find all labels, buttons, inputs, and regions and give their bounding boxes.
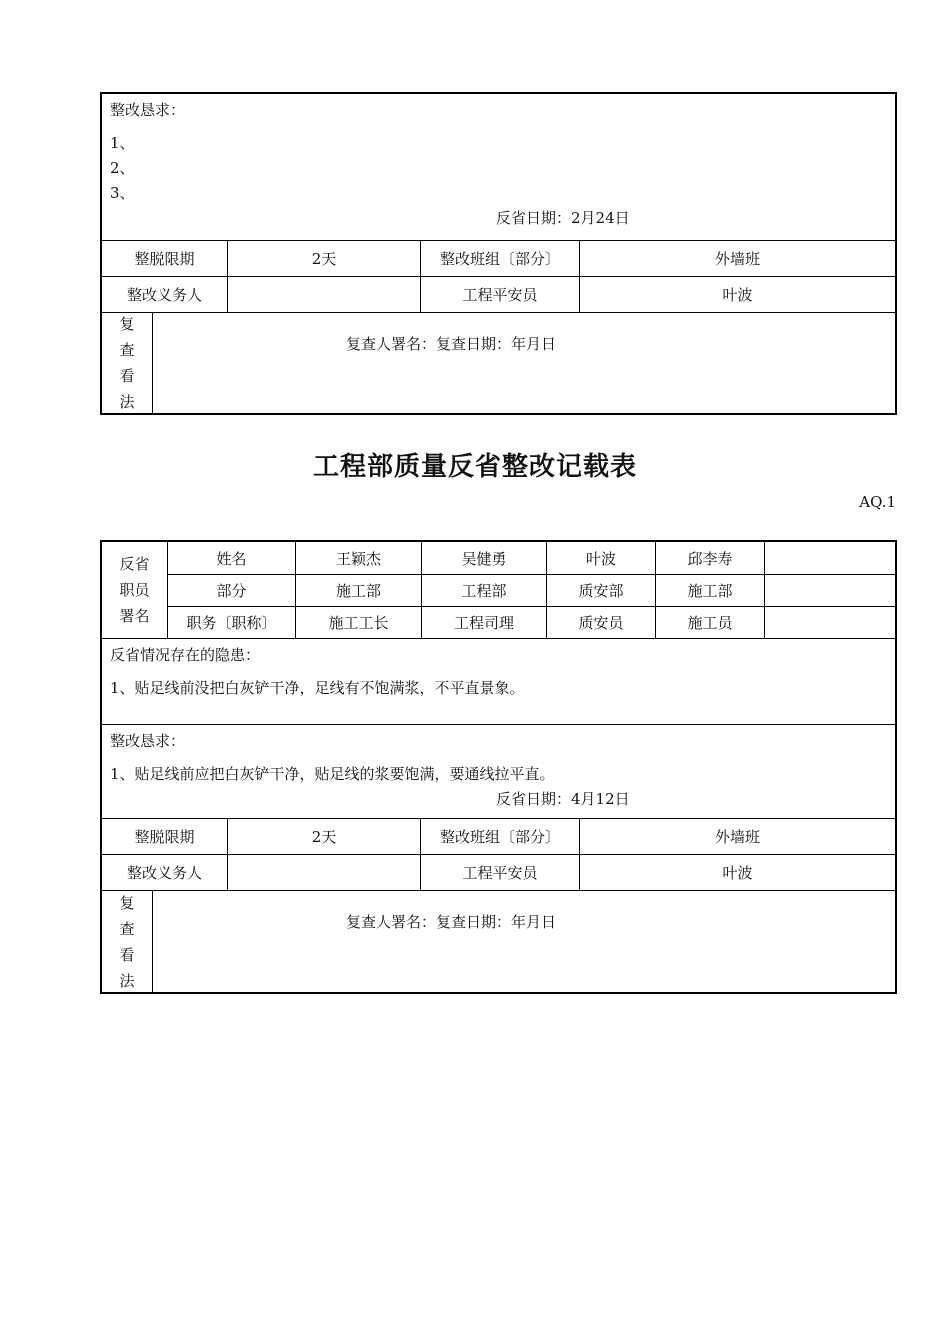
- review-signature-text: 复查人署名：复查日期：年月日: [346, 335, 557, 353]
- staff-job-title: 施工员: [655, 607, 764, 638]
- requirement-item: 3、: [110, 184, 135, 202]
- staff-job-title: 质安员: [546, 607, 655, 638]
- requirement-item: 1、贴足线前应把白灰铲干净，贴足线的浆要饱满，要通线拉平直。: [110, 765, 555, 783]
- staff-job-title: 施工工长: [295, 607, 421, 638]
- team-label: 整改班组〔部分〕: [420, 241, 579, 276]
- staff-name: 吴健勇: [421, 542, 546, 574]
- safety-officer-value: 叶波: [579, 855, 895, 890]
- department-header: 部分: [216, 582, 247, 600]
- team-value: 外墙班: [579, 819, 895, 854]
- staff-job-title: 工程司理: [421, 607, 546, 638]
- staff-department: 施工部: [295, 575, 421, 606]
- requirement-item: 2、: [110, 159, 135, 177]
- deadline-row: [102, 818, 895, 854]
- name-header: 姓名: [216, 549, 247, 568]
- deadline-row: [102, 240, 895, 276]
- staff-name: 叶波: [546, 542, 655, 574]
- name-row: [168, 542, 895, 574]
- review-signature-text: 复查人署名：复查日期：年月日: [346, 913, 557, 931]
- inspection-date: 反省日期：4月12日: [496, 790, 630, 808]
- page-title: 工程部质量反省整改记载表: [312, 452, 637, 482]
- requirement-label: 整改恳求：: [110, 732, 186, 750]
- team-label: 整改班组〔部分〕: [420, 819, 579, 854]
- deadline-value: 2天: [227, 241, 420, 276]
- requirement-item: 1、: [110, 134, 135, 152]
- safety-officer-label: 工程平安员: [420, 277, 579, 312]
- safety-officer-value: 叶波: [579, 277, 895, 312]
- inspection-date: 反省日期：2月24日: [496, 209, 630, 227]
- staff-name: 邱李寿: [655, 542, 764, 574]
- review-content: [152, 313, 895, 413]
- staff-department: 质安部: [546, 575, 655, 606]
- team-value: 外墙班: [579, 241, 895, 276]
- form-code: AQ.1: [859, 493, 896, 511]
- responsible-row: [102, 854, 895, 890]
- staff-department: 施工部: [655, 575, 764, 606]
- job-title-header: 职务〔职称〕: [186, 614, 277, 632]
- responsible-value: [227, 277, 420, 312]
- deadline-value: 2天: [227, 819, 420, 854]
- review-row: [102, 890, 895, 992]
- deadline-label: 整脱限期: [134, 250, 195, 268]
- review-row: [102, 312, 895, 413]
- hazard-item: 1、贴足线前没把白灰铲干净，足线有不饱满浆，不平直景象。: [110, 679, 525, 697]
- staff-department: 工程部: [421, 575, 546, 606]
- responsible-label: 整改义务人: [126, 286, 202, 304]
- staff-label: 反省 职员 署名: [119, 555, 150, 625]
- staff-section: [102, 542, 895, 638]
- rectification-table-2: [100, 540, 897, 994]
- responsible-row: [102, 276, 895, 312]
- deadline-label: 整脱限期: [134, 828, 195, 846]
- review-content: [152, 891, 895, 992]
- requirement-section: [102, 724, 895, 818]
- staff-department: [764, 575, 895, 606]
- requirement-section: [102, 94, 895, 240]
- rectification-table-1: [100, 92, 897, 415]
- hazard-label: 反省情况存在的隐患：: [110, 646, 261, 664]
- job-title-row: [168, 606, 895, 638]
- requirement-label: 整改恳求：: [110, 101, 186, 119]
- responsible-value: [227, 855, 420, 890]
- staff-name: 王颖杰: [295, 542, 421, 574]
- hazard-section: [102, 638, 895, 724]
- review-label: 复 查 看 法: [119, 315, 135, 411]
- responsible-label: 整改义务人: [126, 864, 202, 882]
- review-label: 复 查 看 法: [119, 893, 135, 990]
- staff-name: [764, 542, 895, 574]
- staff-job-title: [764, 607, 895, 638]
- staff-grid: [167, 542, 895, 638]
- department-row: [168, 574, 895, 606]
- safety-officer-label: 工程平安员: [420, 855, 579, 890]
